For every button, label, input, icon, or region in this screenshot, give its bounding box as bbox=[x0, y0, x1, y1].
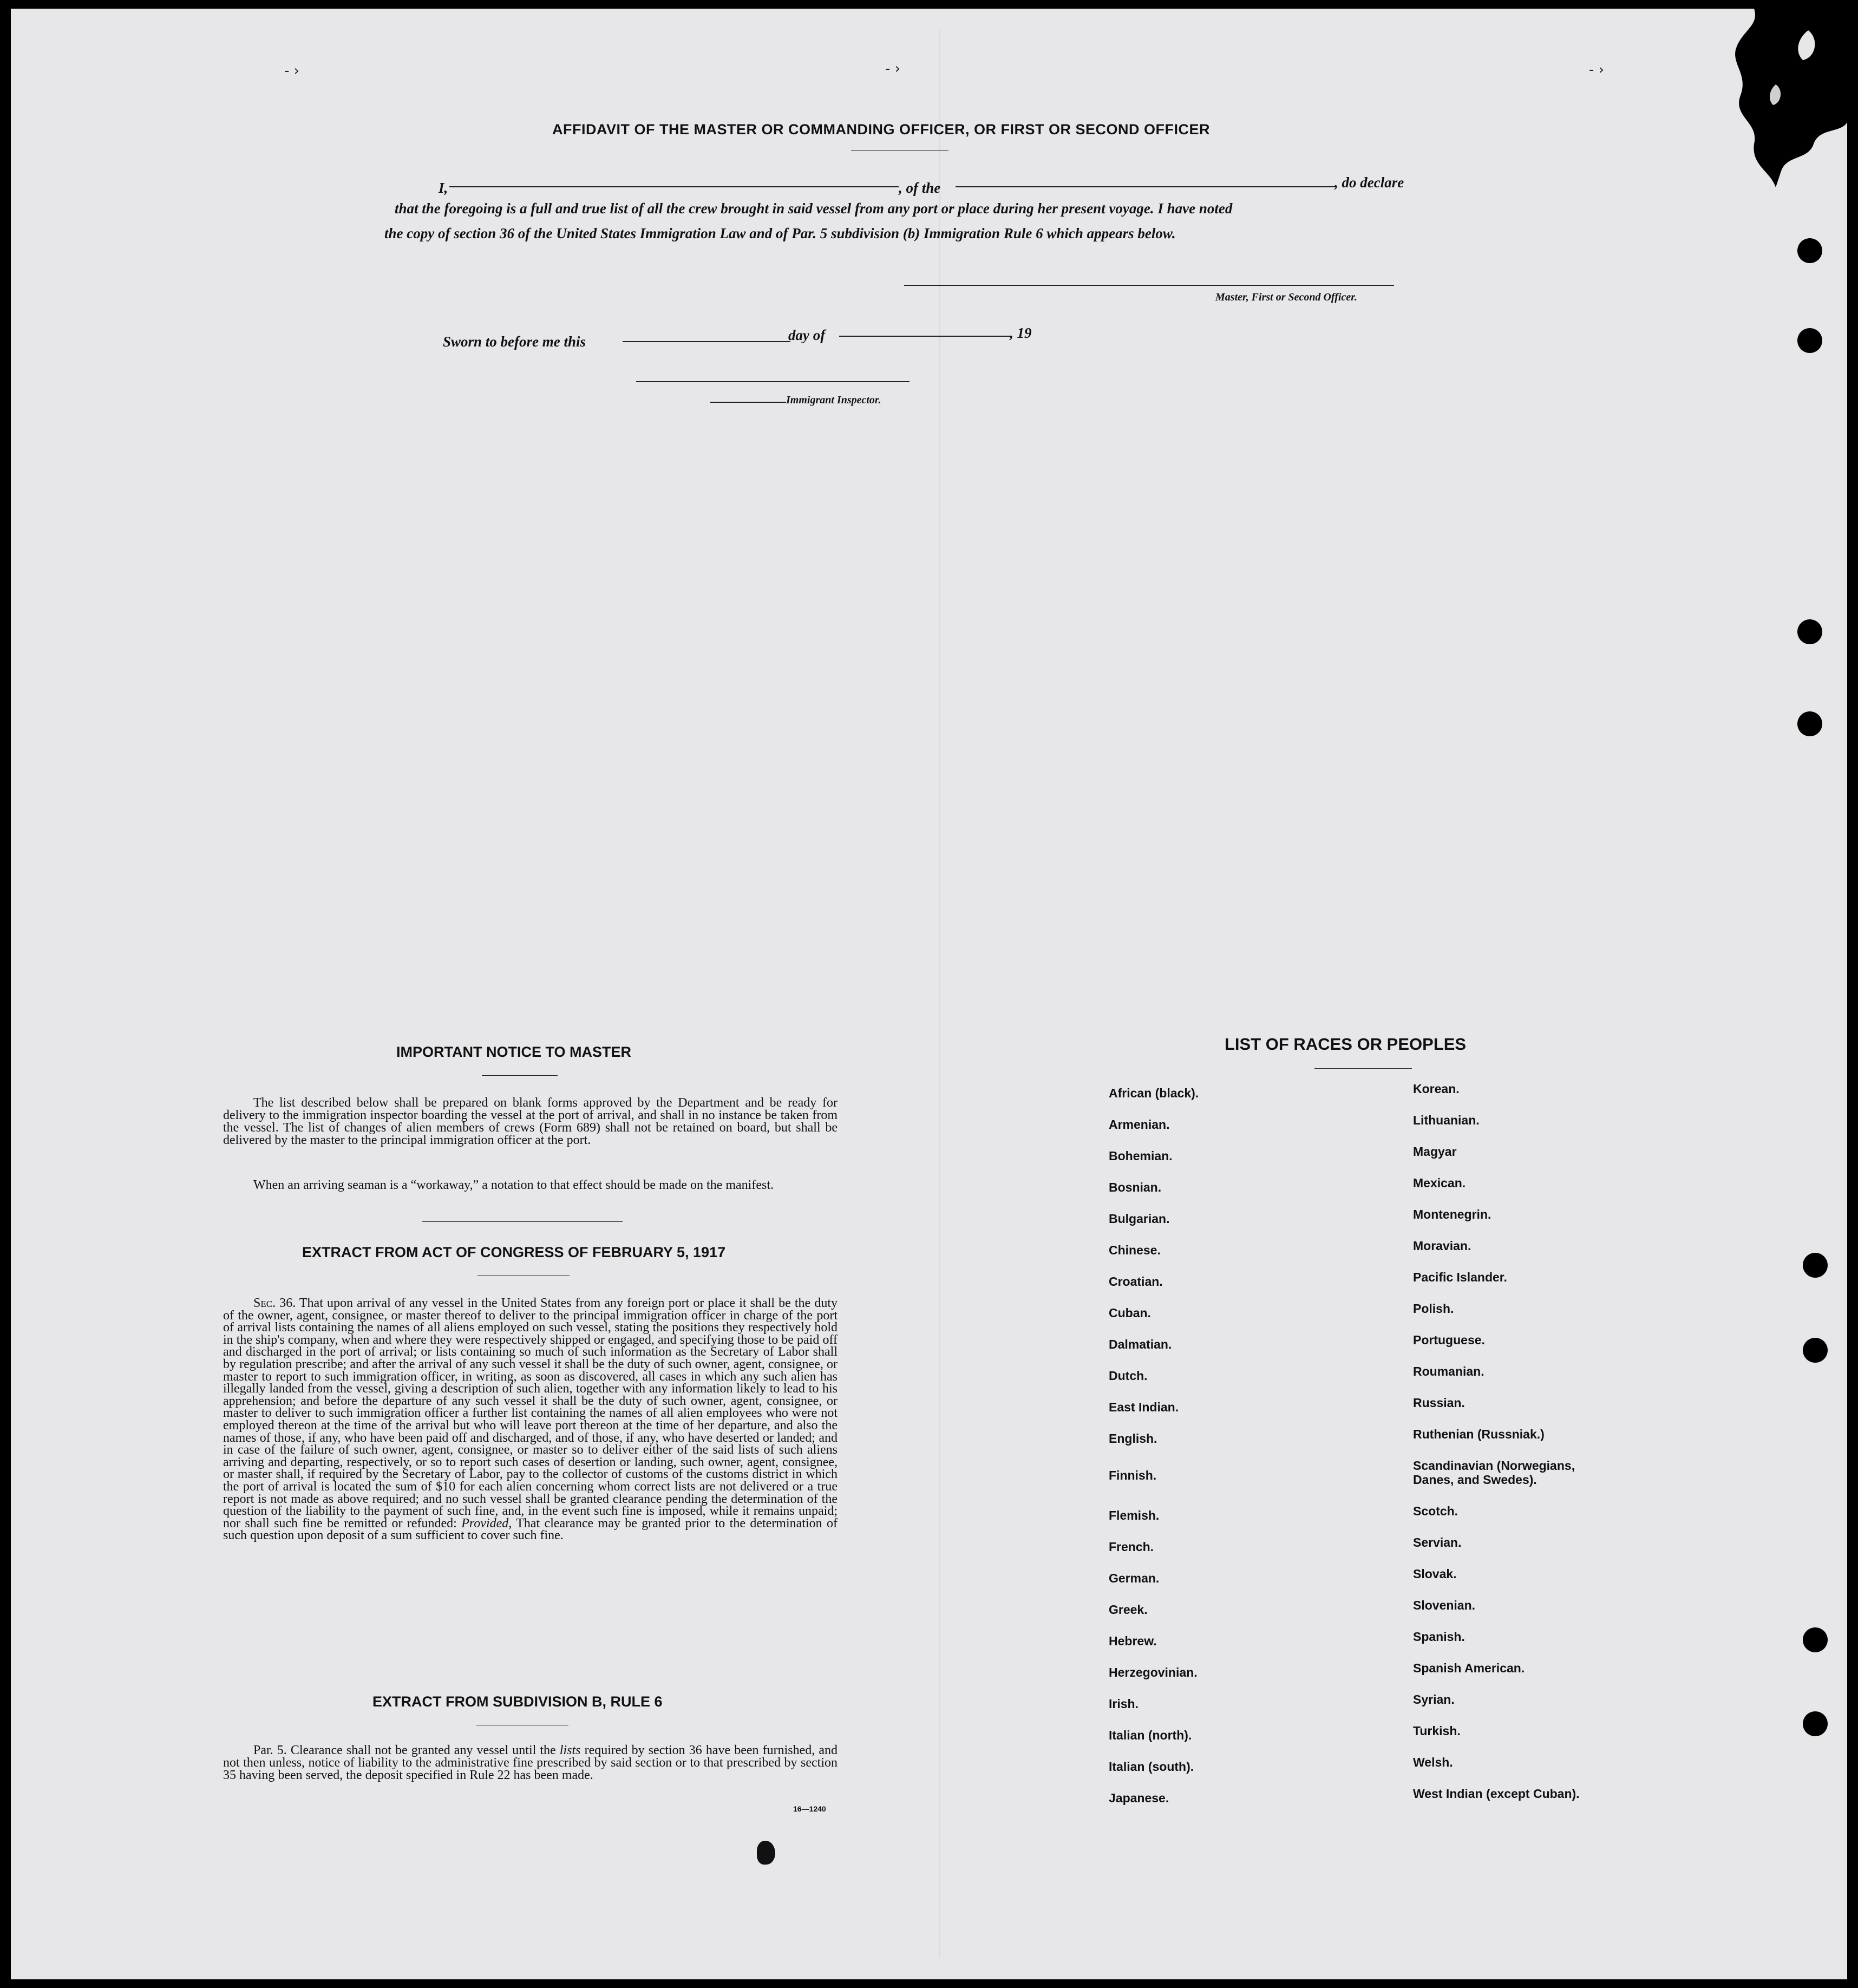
race-item: English. bbox=[1109, 1431, 1157, 1446]
sworn-prefix: Sworn to before me this bbox=[443, 333, 586, 350]
race-item: Syrian. bbox=[1413, 1692, 1455, 1706]
races-title: LIST OF RACES OR PEOPLES bbox=[1225, 1035, 1467, 1054]
vessel-blank[interactable] bbox=[956, 186, 1334, 187]
registration-mark: - › bbox=[885, 61, 901, 77]
race-item: West Indian (except Cuban). bbox=[1413, 1787, 1580, 1801]
race-item: Servian. bbox=[1413, 1535, 1462, 1549]
sworn-year: , 19 bbox=[1010, 325, 1032, 341]
race-item: Ruthenian (Russniak.) bbox=[1413, 1427, 1545, 1441]
rule-6-text-after: required by section 36 have been furnished, and not then unless, notice of liability to the administrative fine prescribed by said section or to that prescribed by section 35 having been served, the deposit specified in Rule 22 has been made. bbox=[223, 1743, 838, 1782]
race-item: Cuban. bbox=[1109, 1306, 1151, 1320]
race-item: Dalmatian. bbox=[1109, 1337, 1172, 1351]
race-item: Montenegrin. bbox=[1413, 1207, 1491, 1221]
registration-mark: - › bbox=[284, 63, 300, 79]
race-item: Magyar bbox=[1413, 1145, 1457, 1159]
section-label: Sec. 36. bbox=[253, 1296, 296, 1310]
race-item: East Indian. bbox=[1109, 1400, 1179, 1414]
declaration-prefix: I, bbox=[439, 180, 448, 196]
race-item: Slovak. bbox=[1413, 1567, 1457, 1581]
race-item: Flemish. bbox=[1109, 1508, 1160, 1522]
form-number: 16—1240 bbox=[793, 1804, 826, 1813]
race-item: French. bbox=[1109, 1540, 1154, 1554]
declaration-line-3: the copy of section 36 of the United States Immigration Law and of Par. 5 subdivision (b) Immigration Rule 6 which appears below. bbox=[384, 225, 1176, 241]
proviso-word: Provided, bbox=[461, 1516, 512, 1531]
signature-blank[interactable] bbox=[904, 285, 1394, 286]
binder-hole bbox=[1797, 328, 1822, 353]
race-item: German. bbox=[1109, 1571, 1160, 1585]
race-item: Bulgarian. bbox=[1109, 1212, 1170, 1226]
race-item: Scotch. bbox=[1413, 1504, 1458, 1518]
notice-separator bbox=[422, 1221, 623, 1222]
name-blank[interactable] bbox=[449, 186, 899, 187]
binder-hole bbox=[1803, 1711, 1828, 1736]
section-36-text bbox=[223, 1297, 838, 1542]
binder-hole bbox=[1797, 238, 1822, 263]
sworn-date-blank[interactable] bbox=[623, 341, 790, 342]
notice-paragraph-1: The list described below shall be prepared on blank forms approved by the Department and be ready for delivery to the immigration inspector boarding the vessel at the port of arrival, and shall in no instance be taken from the vessel. The list of changes of alien members of crews (Form 689) shall not be retained on board, but shall be delivered by the master to the principal immigration officer at the port. bbox=[223, 1096, 838, 1147]
affidavit-title: AFFIDAVIT OF THE MASTER OR COMMANDING OFFICER, OR FIRST OR SECOND OFFICER bbox=[552, 121, 1210, 138]
race-item: Welsh. bbox=[1413, 1755, 1453, 1769]
extract-rule-title: EXTRACT FROM SUBDIVISION B, RULE 6 bbox=[372, 1693, 663, 1710]
race-item: Herzegovinian. bbox=[1109, 1665, 1198, 1679]
ink-blot bbox=[757, 1841, 775, 1865]
binder-hole bbox=[1797, 711, 1822, 736]
notice-divider bbox=[482, 1075, 558, 1076]
declaration-mid: , of the bbox=[899, 180, 941, 196]
race-item: Pacific Islander. bbox=[1413, 1270, 1507, 1284]
rule-6-text bbox=[223, 1744, 838, 1782]
notice-title: IMPORTANT NOTICE TO MASTER bbox=[396, 1044, 631, 1060]
inspector-label: Immigrant Inspector. bbox=[786, 394, 881, 406]
race-item: Armenian. bbox=[1109, 1117, 1170, 1132]
race-item: Irish. bbox=[1109, 1697, 1139, 1711]
torn-corner bbox=[1678, 9, 1847, 187]
binder-hole bbox=[1803, 1627, 1828, 1652]
section-36-proviso-text: That clearance may be granted prior to the determination of such question upon deposit of a sum sufficient to cover such fine. bbox=[223, 1516, 838, 1543]
race-item: Korean. bbox=[1413, 1082, 1460, 1096]
sworn-month-blank[interactable] bbox=[839, 336, 1012, 337]
race-item: Spanish American. bbox=[1413, 1661, 1525, 1675]
race-item: Spanish. bbox=[1413, 1630, 1465, 1644]
declaration-line-2: that the foregoing is a full and true list of all the crew brought in said vessel from any port or place during her present voyage. I have noted bbox=[395, 200, 1233, 217]
race-item: Scandinavian (Norwegians, Danes, and Swedes). bbox=[1413, 1459, 1575, 1487]
race-item: Moravian. bbox=[1413, 1239, 1471, 1253]
binder-hole bbox=[1803, 1253, 1828, 1278]
race-item: Russian. bbox=[1413, 1396, 1465, 1410]
binder-hole bbox=[1797, 619, 1822, 644]
inspector-signature-blank[interactable] bbox=[636, 381, 910, 382]
registration-mark: - › bbox=[1589, 62, 1605, 78]
race-item: African (black). bbox=[1109, 1086, 1199, 1100]
document-page bbox=[11, 9, 1847, 1979]
race-item: Turkish. bbox=[1413, 1724, 1461, 1738]
page-fold bbox=[939, 30, 940, 1958]
race-item: Polish. bbox=[1413, 1302, 1454, 1316]
section-36-body: That upon arrival of any vessel in the United States from any foreign port or place it shall be the duty of the owner, agent, consignee, or master thereof to deliver to the principal immigration officer in charge of the port of arrival lists containing the names of all aliens employed on such vessel, stating the positions they respectively hold in the ship's company, when and where they were respectively shipped or engaged, and specifying those to be paid off and discharged in the port of arrival; or lists containing so much of such information as the Secretary of Labor shall by regulation prescribe; and after the arrival of any such vessel it shall be the duty of such owner, agent, consignee, or master to report to such immigration officer, in writing, as soon as discovered, all cases in which any such alien has illegally landed from the vessel, giving a description of such alien, together with any information likely to lead to his apprehension; and before the departure of any such vessel it shall be the duty of such owner, agent, consignee, or master to deliver to such immigration officer a further list containing the names of all alien employees who were not employed thereon at the time of the arrival but who will leave port thereon at the time of her departure, and also the names of those, if any, who have been paid off and discharged, and of those, if any, who have deserted or landed; and in case of the failure of such owner, agent, consignee, or master so to deliver either of the said lists of such aliens arriving and departing, respectively, or so to report such cases of desertion or landing, such owner, agent, consignee, or master shall, if required by the Secretary of Labor, pay to the collector of customs of the customs district in which the port of arrival is located the sum of $10 for each alien concerning whom correct lists are not delivered or a true report is not made as above required; and no such vessel shall be granted clearance pending the determination of the question of the liability to the payment of such fine, and, in the event such fine is imposed, while it remains unpaid; nor shall such fine be remitted or refunded: bbox=[223, 1296, 838, 1531]
extract-congress-title: EXTRACT FROM ACT OF CONGRESS OF FEBRUARY 5, 1917 bbox=[302, 1244, 726, 1260]
race-item: Finnish. bbox=[1109, 1468, 1157, 1482]
declaration-suffix: , do declare bbox=[1334, 174, 1404, 191]
races-divider bbox=[1314, 1068, 1412, 1069]
race-item: Lithuanian. bbox=[1413, 1113, 1480, 1127]
race-item: Roumanian. bbox=[1413, 1364, 1484, 1378]
race-item: Bohemian. bbox=[1109, 1149, 1173, 1163]
race-item: Portuguese. bbox=[1413, 1333, 1485, 1347]
race-item: Bosnian. bbox=[1109, 1180, 1162, 1194]
race-item: Chinese. bbox=[1109, 1243, 1161, 1257]
race-item: Slovenian. bbox=[1413, 1598, 1476, 1612]
binder-hole bbox=[1803, 1338, 1828, 1363]
signature-label: Master, First or Second Officer. bbox=[1215, 291, 1357, 303]
race-item: Greek. bbox=[1109, 1603, 1148, 1617]
race-item: Japanese. bbox=[1109, 1791, 1169, 1805]
race-item: Dutch. bbox=[1109, 1369, 1148, 1383]
lists-word: lists bbox=[559, 1743, 581, 1757]
race-item: Croatian. bbox=[1109, 1274, 1163, 1289]
race-item: Italian (south). bbox=[1109, 1760, 1194, 1774]
rule-6-text-before: Par. 5. Clearance shall not be granted any vessel until the bbox=[253, 1743, 556, 1757]
race-item: Italian (north). bbox=[1109, 1728, 1192, 1742]
race-item: Mexican. bbox=[1413, 1176, 1466, 1190]
notice-paragraph-2: When an arriving seaman is a “workaway,” a notation to that effect should be made on the manifest. bbox=[253, 1178, 774, 1192]
race-item: Hebrew. bbox=[1109, 1634, 1157, 1648]
inspector-name-blank[interactable] bbox=[710, 402, 786, 403]
sworn-day: day of bbox=[788, 327, 826, 343]
